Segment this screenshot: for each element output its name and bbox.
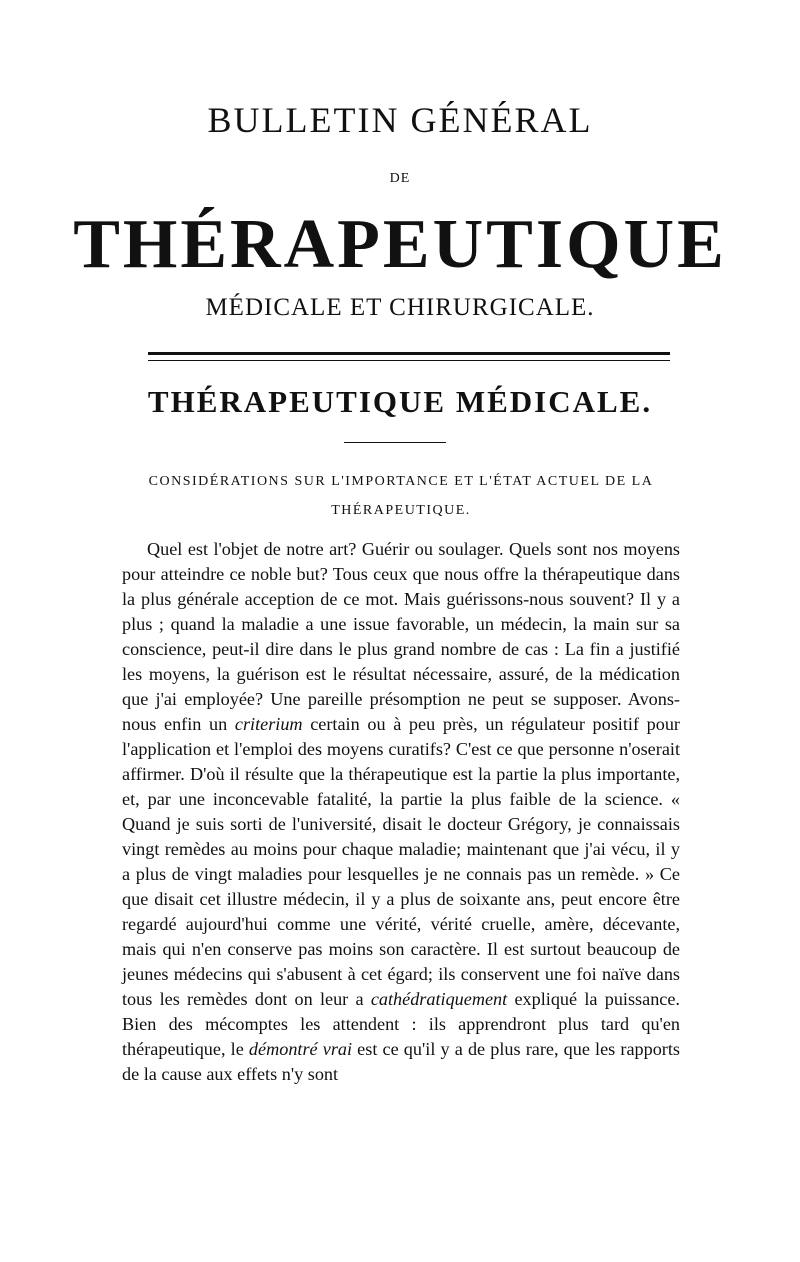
journal-title-line1: BULLETIN GÉNÉRAL — [207, 100, 593, 140]
journal-title-line4: MÉDICALE ET CHIRURGICALE. — [205, 294, 595, 321]
italic-demontre-vrai: démontré vrai — [248, 1039, 353, 1059]
italic-criterium: criterium — [234, 714, 303, 734]
body-text-segment-1: Quel est l'objet de notre art? Guérir ou soulager. Quels sont nos moyens pour atteindre ce noble but? Tous ceux que nous offre la thérapeutique dans la plus générale acception de ce mot. Mais guérissons-nous souvent? Il y a plus ; quand la maladie a une issue favorable, un médecin, la main sur sa conscience, peut-il dire dans le plus grand nombre de cas : La fin a justifié les moyens, la guérison est le résultat nécessaire, assuré, de la médication que j'ai employée? Une pareille présomption ne peut se supposer. Avons-nous enfin un — [122, 539, 680, 734]
short-rule-divider — [344, 442, 446, 443]
body-text-segment-2: certain ou à peu près, un régulateur positif pour l'application et l'emploi des moyens curatifs? C'est ce que personne n'oserait affirmer. D'où il résulte que la thérapeutique est la partie la plus importante, et, par une inconcevable fatalité, la partie la plus faible de la science. « Quand je suis sorti de l'université, disait le docteur Grégory, je connaissais vingt remèdes au moins pour chaque maladie; maintenant que j'ai vécu, il y a plus de vingt maladies pour lesquelles je ne connais pas un remède. » Ce que disait cet illustre médecin, il y a plus de soixante ans, peut encore être regardé aujourd'hui comme une vérité, vérité cruelle, amère, décevante, mais qui n'en conserve pas moins son caractère. Il est surtout beaucoup de jeunes médecins qui s'abusent à cet égard; ils conservent une foi naïve dans tous les remèdes dont on leur a — [122, 714, 680, 1009]
italic-cathedratiquement: cathédratiquement — [370, 989, 508, 1009]
double-rule-divider — [148, 352, 670, 361]
journal-title-line3: THÉRAPEUTIQUE — [73, 206, 727, 283]
journal-title-line2: DE — [389, 171, 411, 186]
body-text-segment-4: est ce qu'il y a de plus rare, que les rapports de la cause aux effets n'y sont — [122, 1039, 680, 1084]
body-text-segment-3: expliqué la puissance. Bien des mécomptes les attendent : ils apprendront plus tard qu'en thérapeutique, le — [122, 989, 680, 1059]
article-title: CONSIDÉRATIONS SUR L'IMPORTANCE ET L'ÉTAT ACTUEL DE LA THÉRAPEUTIQUE. — [148, 474, 654, 518]
article-body-paragraph — [122, 537, 680, 1087]
section-heading: THÉRAPEUTIQUE MÉDICALE. — [147, 384, 653, 419]
